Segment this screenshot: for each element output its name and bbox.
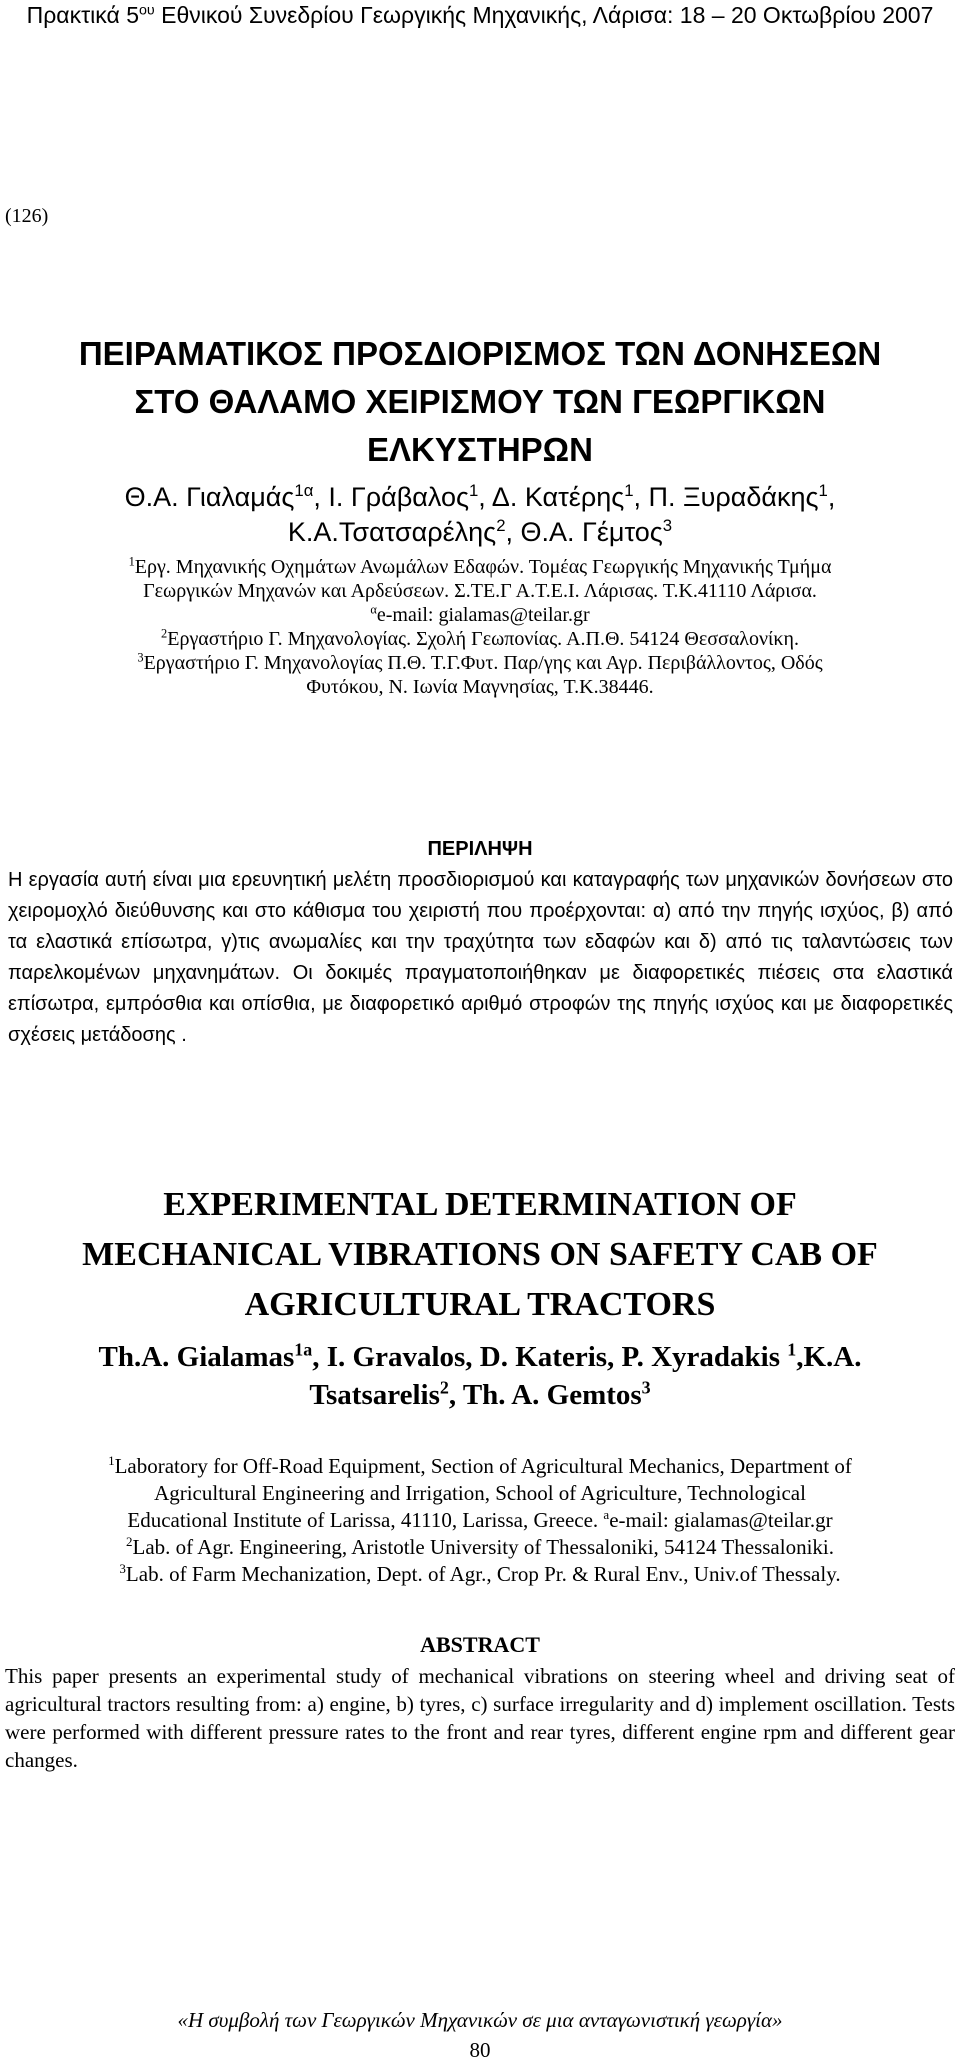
affiliation-line: [5, 1561, 955, 1588]
affiliation-line: Agricultural Engineering and Irrigation, School of Agriculture, Technological: [154, 1481, 806, 1505]
email-superscript: α: [370, 602, 377, 617]
affiliation-text: Εργ. Μηχανικής Οχημάτων Ανωμάλων Εδαφών. Τομέας Γεωργικής Μηχανικής Τμήμα: [134, 556, 832, 578]
greek-abstract-heading: ΠΕΡΙΛΗΨΗ: [427, 838, 533, 860]
author-name: , Ι. Γράβαλος: [313, 482, 469, 512]
author-superscript: 1a: [294, 1339, 313, 1360]
english-affiliations: [5, 1453, 955, 1588]
affiliation-line: [5, 651, 955, 675]
english-authors-line: [20, 1338, 940, 1376]
author-name: , Π. Ξυραδάκης: [633, 482, 819, 512]
affiliation-text: Laboratory for Off-Road Equipment, Section of Agricultural Mechanics, Department of: [114, 1454, 852, 1478]
greek-authors: [20, 480, 940, 550]
paper-number: (126): [5, 205, 49, 227]
english-title-line: AGRICULTURAL TRACTORS: [244, 1286, 716, 1323]
affiliation-superscript: 3: [137, 650, 144, 665]
affiliation-superscript: 1: [128, 554, 135, 569]
english-authors-line: [20, 1376, 940, 1414]
english-abstract-heading: ABSTRACT: [420, 1632, 540, 1657]
affiliation-line: [5, 555, 955, 579]
author-superscript: 1: [624, 481, 634, 500]
affiliation-superscript: 2: [161, 626, 168, 641]
email-text: e-mail: gialamas@teilar.gr: [609, 1508, 833, 1532]
greek-abstract-text: Η εργασία αυτή είναι μια ερευνητική μελέτη προσδιορισμού και καταγραφής των μηχανικών δονήσεων στο χειρομοχλό διεύθυνσης και στο κάθισμα του χειριστή που προέρχονται: α) από την πηγής ισχύος, β) από τα ελαστικά επίσωτρα, γ)τις ανωμαλίες και την τραχύτητα των εδαφών και δ) από τις ταλαντώσεις των παρελκομένων μηχανημάτων. Οι δοκιμές πραγματοποιήθηκαν με διαφορετικές πιέσεις στα ελαστικά επίσωτρα, εμπρόσθια και οπίσθια, με διαφορετικό αριθμό στροφών της πηγής ισχύος και με διαφορετικές σχέσεις μετάδοσης .: [8, 869, 953, 1046]
author-name: Tsatsarelis: [309, 1379, 440, 1411]
author-name: , Th. A. Gemtos: [448, 1379, 642, 1411]
author-name: Θ.Α. Γιαλαμάς: [124, 482, 295, 512]
header-text-rest: Εθνικού Συνεδρίου Γεωργικής Μηχανικής, Λάρισα: 18 – 20 Οκτωβρίου 2007: [154, 2, 934, 28]
affiliation-superscript: 3: [119, 1561, 126, 1576]
english-title: [0, 1180, 960, 1330]
page-number: 80: [469, 2038, 491, 2062]
english-authors: [20, 1338, 940, 1414]
author-name: ,K.A.: [796, 1341, 862, 1373]
affiliation-line: Γεωργικών Μηχανών και Αρδεύσεων. Σ.ΤΕ.Γ Α.Τ.Ε.Ι. Λάρισας. Τ.Κ.41110 Λάρισα.: [143, 580, 817, 602]
greek-title: [20, 330, 940, 474]
author-superscript: 1: [468, 481, 479, 500]
affiliation-line: [5, 1534, 955, 1561]
greek-authors-line: [20, 480, 940, 515]
author-name: , Θ.Α. Γέμτος: [505, 517, 663, 547]
conference-header: [0, 0, 960, 30]
author-superscript: 2: [439, 1377, 449, 1398]
author-name: , I. Gravalos, D. Kateris, P. Xyradakis: [312, 1341, 788, 1373]
header-superscript: ου: [139, 2, 155, 19]
english-title-line: MECHANICAL VIBRATIONS ON SAFETY CAB OF: [82, 1236, 878, 1273]
affiliation-text: Εργαστήριο Γ. Μηχανολογίας Π.Θ. Τ.Γ.Φυτ. Παρ/γης και Αγρ. Περιβάλλοντος, Οδός: [143, 652, 823, 674]
author-superscript: 3: [641, 1377, 651, 1398]
affiliation-line: [5, 627, 955, 651]
english-title-line: EXPERIMENTAL DETERMINATION OF: [163, 1186, 797, 1223]
greek-title-line: ΠΕΙΡΑΜΑΤΙΚΟΣ ΠΡΟΣΔΙΟΡΙΣΜΟΣ ΤΩΝ ΔΟΝΗΣΕΩΝ: [78, 335, 882, 372]
header-text: Πρακτικά 5: [26, 2, 139, 28]
greek-affiliations: [5, 555, 955, 699]
affiliation-line: [5, 603, 955, 627]
author-superscript: 2: [496, 516, 506, 535]
author-superscript: 1: [787, 1339, 797, 1360]
affiliation-text: Lab. of Agr. Engineering, Aristotle University of Thessaloniki, 54124 Thessaloniki.: [132, 1535, 834, 1559]
email-superscript: a: [603, 1507, 610, 1522]
affiliation-line: Φυτόκου, Ν. Ιωνία Μαγνησίας, Τ.Κ.38446.: [306, 676, 654, 698]
author-superscript: 3: [662, 516, 673, 535]
greek-title-line: ΕΛΚΥΣΤΗΡΩΝ: [367, 431, 593, 468]
greek-title-line: ΣΤΟ ΘΑΛΑΜΟ ΧΕΙΡΙΣΜΟΥ ΤΩΝ ΓΕΩΡΓΙΚΩΝ: [134, 383, 826, 420]
affiliation-text: Lab. of Farm Mechanization, Dept. of Agr., Crop Pr. & Rural Env., Univ.of Thessaly.: [125, 1562, 841, 1586]
affiliation-line: [5, 1453, 955, 1480]
affiliation-superscript: 2: [126, 1534, 133, 1549]
author-separator: ,: [827, 482, 836, 512]
english-abstract-text: This paper presents an experimental study of mechanical vibrations on steering wheel and driving seat of agricultural tractors resulting from: a) engine, b) tyres, c) surface irregularity and d) implement oscillation. Tests were performed with different pressure rates to the front and rear tyres, different engine rpm and different gear changes.: [5, 1664, 955, 1772]
footer-slogan: «Η συμβολή των Γεωργικών Μηχανικών σε μια ανταγωνιστική γεωργία»: [177, 2008, 783, 2032]
author-name: Κ.Α.Τσατσαρέλης: [287, 517, 497, 547]
greek-authors-line: [20, 515, 940, 550]
author-name: , Δ. Κατέρης: [478, 482, 625, 512]
author-superscript: 1: [818, 481, 828, 500]
affiliation-text: Educational Institute of Larissa, 41110, Larissa, Greece.: [127, 1508, 604, 1532]
author-name: Th.A. Gialamas: [98, 1341, 295, 1373]
author-superscript: 1α: [294, 481, 314, 500]
affiliation-line: [5, 1507, 955, 1534]
email-text: e-mail: gialamas@teilar.gr: [376, 604, 590, 626]
affiliation-superscript: 1: [108, 1453, 115, 1468]
affiliation-text: Εργαστήριο Γ. Μηχανολογίας. Σχολή Γεωπονίας. Α.Π.Θ. 54124 Θεσσαλονίκη.: [167, 628, 799, 650]
